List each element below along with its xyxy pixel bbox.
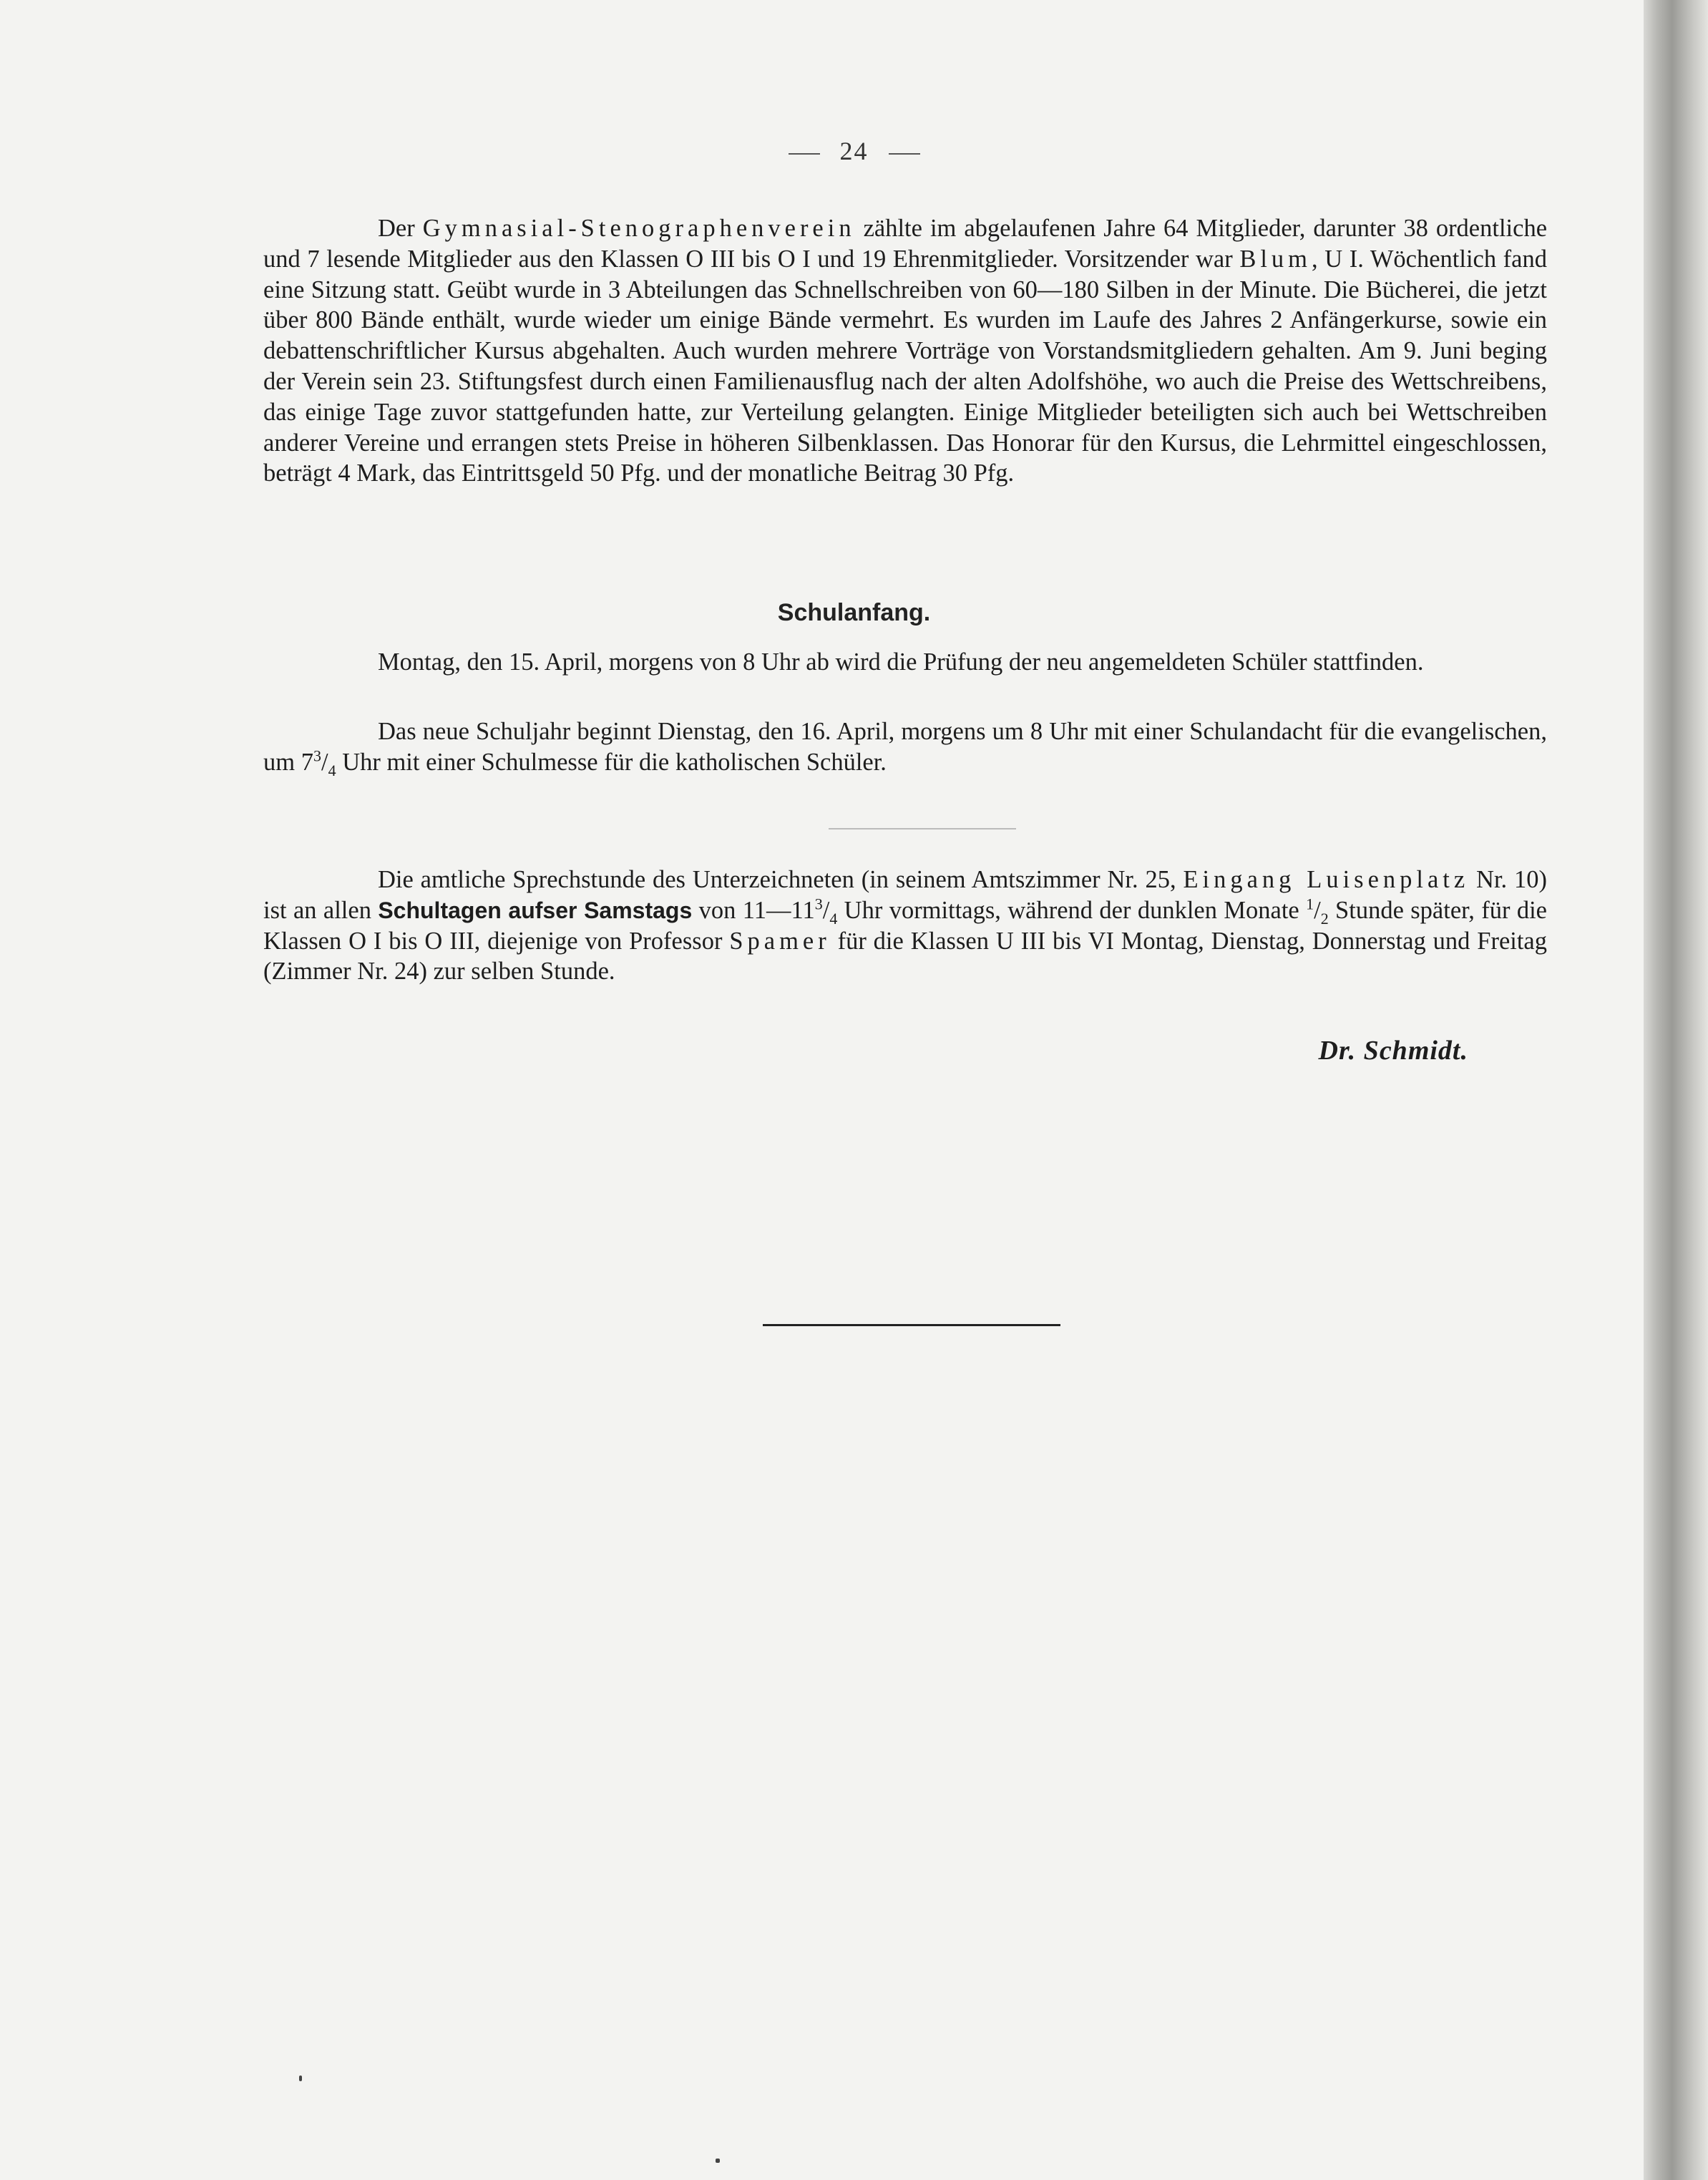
schuljahr-text xyxy=(263,716,1547,778)
text-run: Uhr vormittags, während der dunklen Monate xyxy=(837,896,1307,924)
text-run: zählte im abgelaufenen Jahre 64 Mitglieder, darunter 38 ordentliche und 7 lesende Mitglieder aus den Klassen O III bis O I und 19 Ehrenmitglieder. Vorsitzender war xyxy=(263,215,1548,273)
fraction-denominator: 2 xyxy=(1320,909,1329,928)
pruefung-text: Montag, den 15. April, morgens von 8 Uhr ab wird die Prüfung der neu angemeldeten Schüler stattfinden. xyxy=(378,648,1424,676)
fraction-separator: / xyxy=(321,748,328,776)
text-run: Uhr mit einer Schulmesse für die katholischen Schüler. xyxy=(336,748,887,776)
fraction-separator: / xyxy=(822,896,830,924)
sprechstunde-text xyxy=(263,865,1547,987)
stenographen-text xyxy=(263,213,1547,489)
fraction-separator: / xyxy=(1314,896,1321,924)
text-run: , U I. Wöchentlich fand eine Sitzung statt. Geübt wurde in 3 Abteilungen das Schnellschreiben von 60—180 Silben in der Minute. Die Bücherei, die jetzt über 800 Bände enthält, wurde wieder um einige Bände vermehrt. Es wurden im Laufe des Jahres 2 Anfängerkurse, sowie ein debattenschriftlicher Kursus abgehalten. Auch wurden mehrere Vorträge von Vorstandsmitgliedern gehalten. Am 9. Juni beging der Verein sein 23. Stiftungsfest durch einen Familienausflug nach der alten Adolfshöhe, wo auch die Preise des Wettschreibens, das einige Tage zuvor stattgefunden hatte, zur Verteilung gelangten. Einige Mitglieder beteiligten sich auch bei Wettschreiben anderer Vereine und errangen stets Preise in höheren Silbenklassen. Das Honorar für den Kursus, die Lehrmittel eingeschlossen, beträgt 4 Mark, das Eintrittsgeld 50 Pfg. und der monatliche Beitrag 30 Pfg. xyxy=(263,245,1547,487)
text-run-spaced: Eingang Luisenplatz xyxy=(1183,866,1470,893)
page-number xyxy=(0,136,1708,166)
stenographen-paragraph xyxy=(263,213,1547,489)
page-number-value: 24 xyxy=(839,137,869,165)
text-run: Stunde später, für die Klassen O I bis O III, diejenige von Professor xyxy=(263,896,1547,955)
text-run: Der xyxy=(378,215,423,242)
text-run: Das neue Schuljahr beginnt Dienstag, den 16. April, morgens um 8 Uhr mit einer Schulandacht für die evangelischen, um 7 xyxy=(263,718,1547,776)
fraction-numerator: 3 xyxy=(814,895,823,913)
print-speck xyxy=(299,2076,302,2081)
schuljahr-paragraph xyxy=(263,716,1547,778)
text-run-spaced: Blum xyxy=(1239,245,1312,273)
sprechstunde-paragraph xyxy=(263,865,1547,987)
short-divider xyxy=(829,828,1016,829)
fraction-numerator: 1 xyxy=(1306,895,1314,913)
text-run-bold: Schultagen aufser Samstags xyxy=(378,897,693,923)
fraction-denominator: 4 xyxy=(829,909,838,928)
text-run: Nr. 10) ist an allen xyxy=(263,866,1547,924)
text-run-spaced: Gymnasial-Stenographenverein xyxy=(422,215,856,242)
print-speck xyxy=(716,2159,720,2163)
signature: Dr. Schmidt. xyxy=(1318,1036,1468,1066)
text-run-spaced: Spamer xyxy=(729,927,831,955)
dash-left xyxy=(789,153,820,155)
fraction-numerator: 3 xyxy=(313,746,321,765)
schulanfang-heading: Schulanfang. xyxy=(777,599,931,626)
scan-edge xyxy=(1644,0,1708,2180)
dash-right xyxy=(889,153,920,155)
text-run: Die amtliche Sprechstunde des Unterzeichneten (in seinem Amtszimmer Nr. 25, xyxy=(378,866,1184,893)
text-run: für die Klassen U III bis VI Montag, Dienstag, Donnerstag und Freitag (Zimmer Nr. 24) zur selben Stunde. xyxy=(263,927,1547,986)
pruefung-paragraph xyxy=(263,647,1547,678)
text-run: von 11—11 xyxy=(692,896,815,924)
fraction-denominator: 4 xyxy=(328,761,336,779)
end-rule xyxy=(763,1324,1060,1326)
